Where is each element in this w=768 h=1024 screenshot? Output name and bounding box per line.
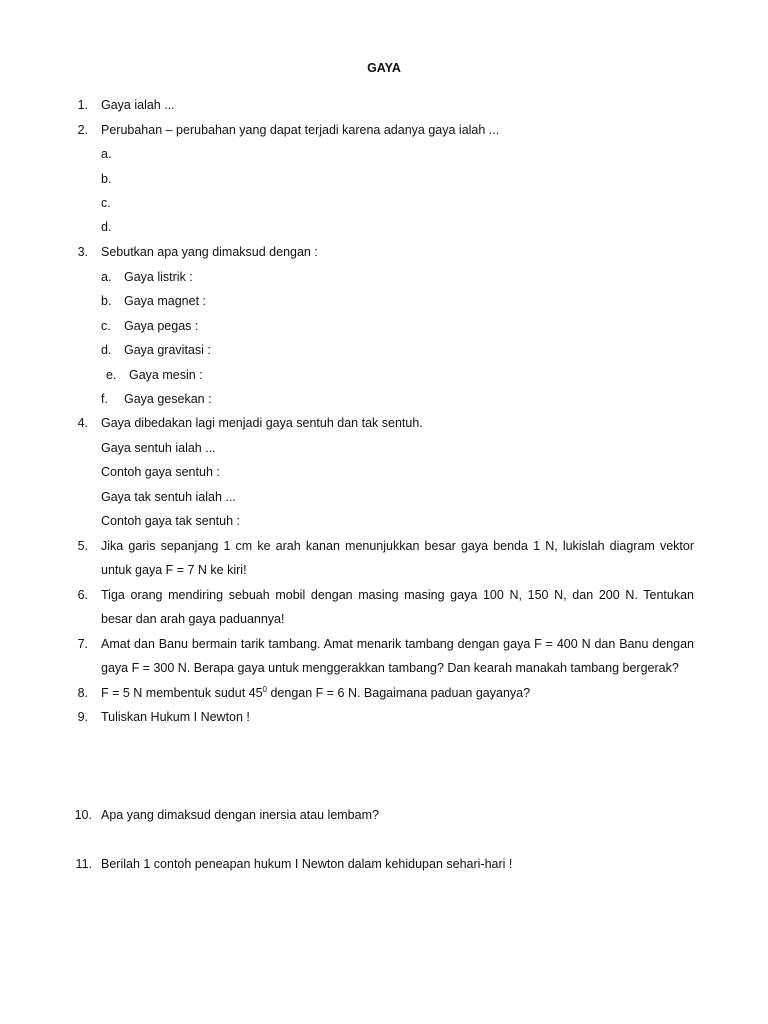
question-9: [0, 708, 768, 726]
option-letter: d.: [101, 220, 112, 234]
question-6: [0, 586, 768, 604]
sub-item-text: Gaya gesekan :: [124, 392, 212, 406]
question-text-end: dengan F = 6 N. Bagaimana paduan gayanya?: [267, 686, 531, 700]
question-7: [0, 635, 768, 653]
sub-item-letter: b.: [101, 294, 112, 308]
answer-option: [0, 145, 768, 163]
question-text: Perubahan – perubahan yang dapat terjadi karena adanya gaya ialah ...: [101, 123, 500, 137]
answer-option: [0, 170, 768, 188]
question-3: [0, 243, 768, 261]
question-number: 8.: [77, 686, 88, 700]
question-line-text: Contoh gaya tak sentuh :: [101, 514, 240, 528]
sub-item-letter: a.: [101, 270, 112, 284]
question-line: [0, 512, 768, 530]
question-line-text: untuk gaya F = 7 N ke kiri!: [101, 563, 247, 577]
degree-superscript: 0: [262, 685, 267, 694]
question-text: Sebutkan apa yang dimaksud dengan :: [101, 245, 318, 259]
question-text: Jika garis sepanjang 1 cm ke arah kanan menunjukkan besar gaya benda 1 N, lukislah diagram vektor: [101, 539, 694, 553]
question-line: [0, 439, 768, 457]
sub-item-letter: d.: [101, 343, 112, 357]
sub-item-letter: c.: [101, 319, 111, 333]
question-4: [0, 414, 768, 432]
sub-item: [0, 341, 768, 359]
question-line: [0, 463, 768, 481]
question-2: [0, 121, 768, 139]
question-line: [0, 659, 768, 677]
question-number: 4.: [77, 416, 88, 430]
question-number: 7.: [77, 637, 88, 651]
question-10: [0, 806, 768, 824]
option-letter: b.: [101, 172, 112, 186]
question-8: [0, 684, 768, 702]
sub-item-letter: f.: [101, 392, 108, 406]
question-number: 1.: [77, 98, 88, 112]
question-line: [0, 488, 768, 506]
question-number: 2.: [77, 123, 88, 137]
question-text: Berilah 1 contoh peneapan hukum I Newton dalam kehidupan sehari-hari !: [101, 857, 513, 871]
question-line: [0, 610, 768, 628]
question-line-text: besar dan arah gaya paduannya!: [101, 612, 285, 626]
question-text: Tiga orang mendiring sebuah mobil dengan masing masing gaya 100 N, 150 N, dan 200 N. Tentukan: [101, 588, 694, 602]
answer-option: [0, 218, 768, 236]
question-line-text: Contoh gaya sentuh :: [101, 465, 220, 479]
question-11: [0, 855, 768, 873]
sub-item: [0, 317, 768, 335]
sub-item: [0, 268, 768, 286]
question-number: 9.: [77, 710, 88, 724]
option-letter: c.: [101, 196, 111, 210]
question-number: 11.: [75, 857, 92, 871]
question-text: Gaya ialah ...: [101, 98, 175, 112]
question-line-text: Gaya tak sentuh ialah ...: [101, 490, 236, 504]
question-text: Amat dan Banu bermain tarik tambang. Amat menarik tambang dengan gaya F = 400 N dan Banu dengan: [101, 637, 694, 651]
option-letter: a.: [101, 147, 112, 161]
question-1: [0, 96, 768, 114]
sub-item: [0, 292, 768, 310]
sub-item: [0, 390, 768, 408]
sub-item-letter: e.: [106, 368, 117, 382]
answer-option: [0, 194, 768, 212]
sub-item-text: Gaya gravitasi :: [124, 343, 211, 357]
question-number: 6.: [77, 588, 88, 602]
question-5: [0, 537, 768, 555]
question-line-text: gaya F = 300 N. Berapa gaya untuk menggerakkan tambang? Dan kearah manakah tambang bergerak?: [101, 661, 679, 675]
question-text-start: F = 5 N membentuk sudut 45: [101, 686, 263, 700]
question-text: Tuliskan Hukum I Newton !: [101, 710, 250, 724]
question-text: Apa yang dimaksud dengan inersia atau lembam?: [101, 808, 379, 822]
question-number: 10.: [74, 808, 92, 822]
question-text: [101, 684, 530, 702]
question-number: 3.: [77, 245, 88, 259]
question-text: Gaya dibedakan lagi menjadi gaya sentuh dan tak sentuh.: [101, 416, 423, 430]
sub-item-text: Gaya pegas :: [124, 319, 199, 333]
question-line: [0, 561, 768, 579]
page-title: GAYA: [367, 61, 401, 75]
sub-item-text: Gaya magnet :: [124, 294, 206, 308]
question-line-text: Gaya sentuh ialah ...: [101, 441, 216, 455]
sub-item-text: Gaya listrik :: [124, 270, 193, 284]
question-number: 5.: [77, 539, 88, 553]
sub-item-text: Gaya mesin :: [129, 368, 203, 382]
sub-item: [0, 366, 768, 384]
